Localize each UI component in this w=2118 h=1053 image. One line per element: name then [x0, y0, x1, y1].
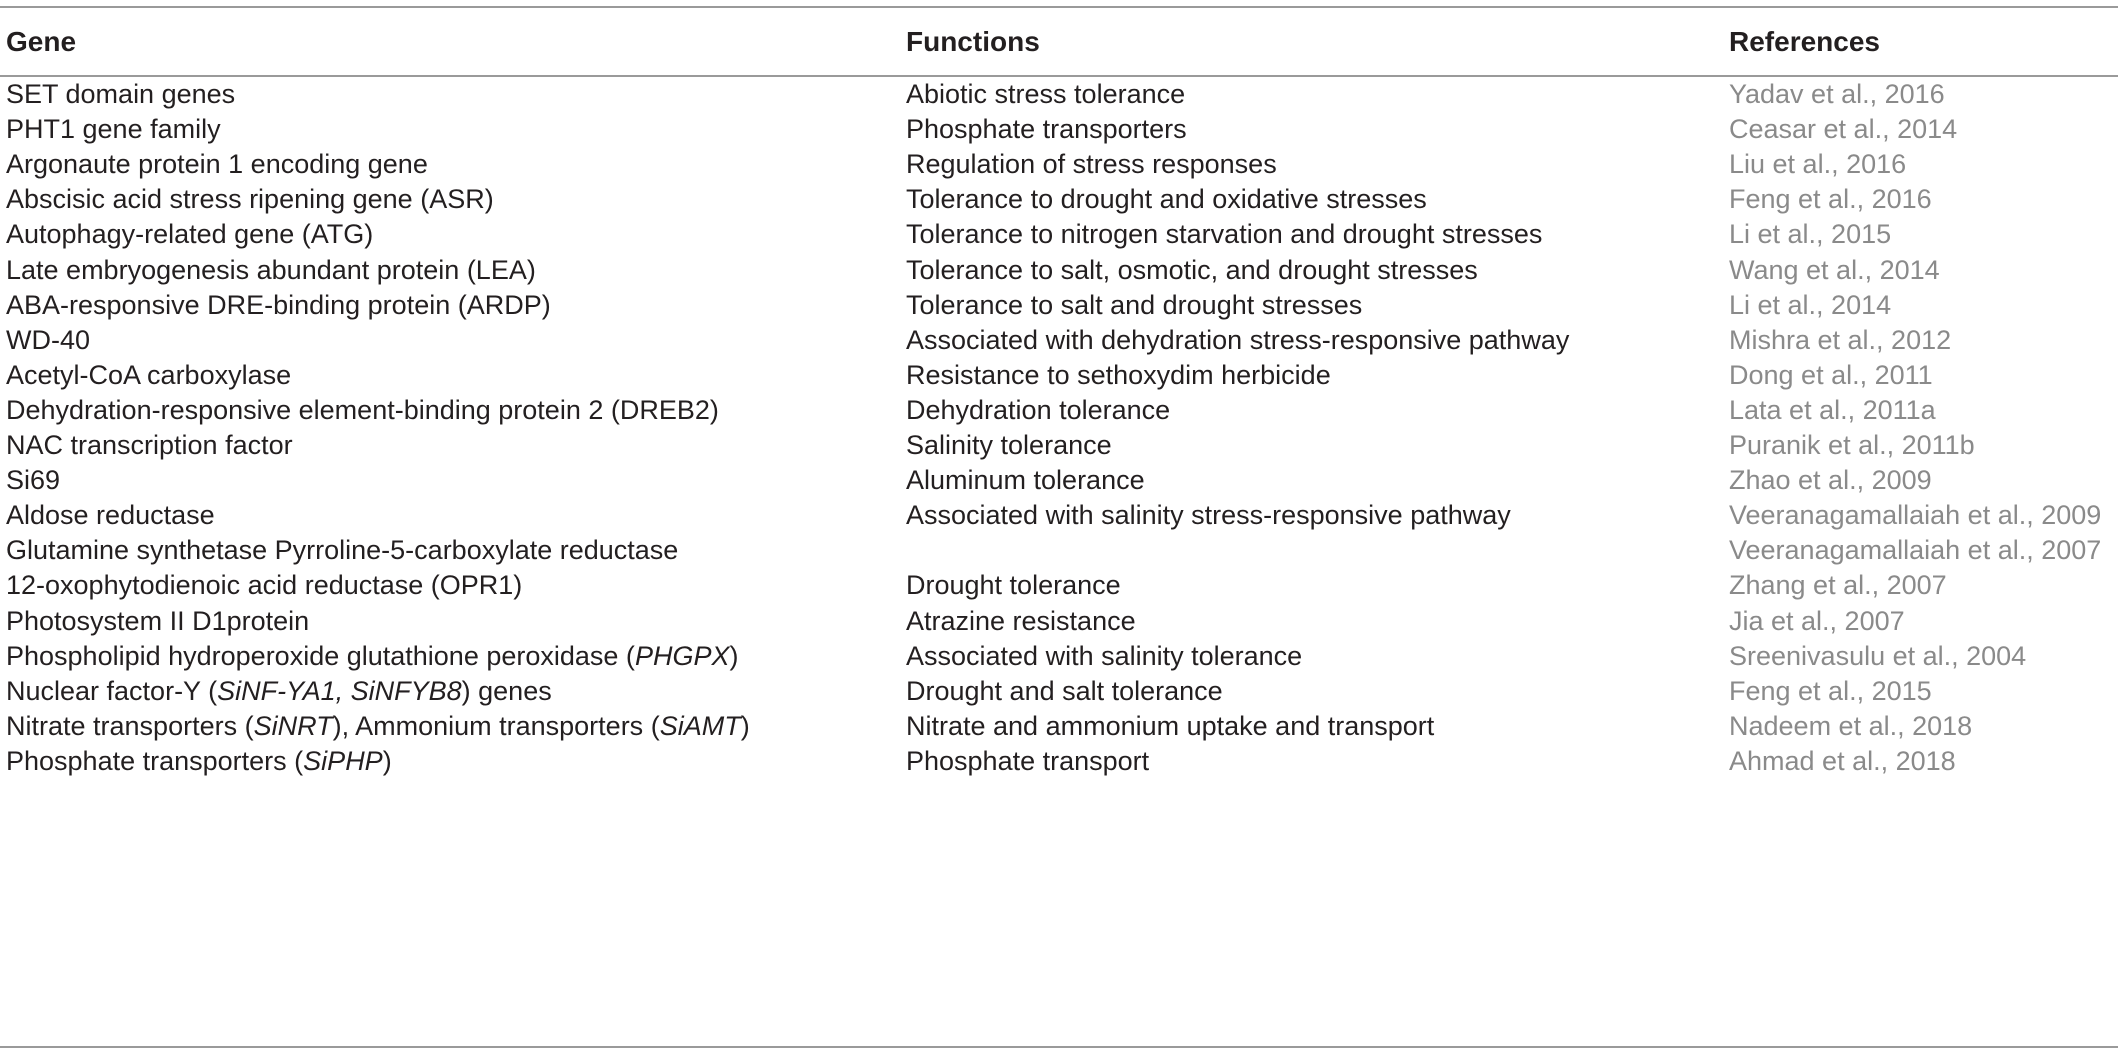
- gene-part: ): [729, 640, 739, 671]
- gene-cell: Glutamine synthetase Pyrroline-5-carboxylate reductase: [6, 535, 679, 566]
- table-row: [0, 639, 2118, 674]
- function-cell: Nitrate and ammonium uptake and transport: [906, 710, 1435, 741]
- table-row: [0, 288, 2118, 323]
- gene-cell: [6, 674, 552, 709]
- function-cell: Tolerance to nitrogen starvation and drought stresses: [906, 219, 1543, 250]
- table-row: [0, 674, 2118, 709]
- table-row: [0, 744, 2118, 779]
- table-row: [0, 217, 2118, 252]
- function-cell: Associated with salinity tolerance: [906, 640, 1303, 671]
- reference-cell[interactable]: Dong et al., 2011: [1729, 359, 1933, 390]
- gene-cell: Aldose reductase: [6, 500, 215, 531]
- gene-italic-part: SiNF-YA1, SiNFYB8: [217, 675, 462, 706]
- gene-italic-part: PHGPX: [634, 640, 730, 671]
- gene-italic-part: SiPHP: [303, 745, 383, 776]
- table-header-row: [0, 8, 2118, 75]
- reference-cell[interactable]: Feng et al., 2015: [1729, 675, 1932, 706]
- function-cell: Tolerance to salt and drought stresses: [906, 289, 1363, 320]
- table-row: [0, 604, 2118, 639]
- table-row: [0, 393, 2118, 428]
- function-cell: Atrazine resistance: [906, 605, 1136, 636]
- reference-cell[interactable]: Liu et al., 2016: [1729, 149, 1907, 180]
- gene-part: ) genes: [461, 675, 552, 706]
- function-cell: Drought tolerance: [906, 570, 1121, 601]
- reference-cell[interactable]: Veeranagamallaiah et al., 2009: [1729, 500, 2102, 531]
- reference-cell[interactable]: Wang et al., 2014: [1729, 254, 1940, 285]
- function-cell: Phosphate transporters: [906, 114, 1187, 145]
- function-cell: Tolerance to salt, osmotic, and drought stresses: [906, 254, 1478, 285]
- gene-cell: Abscisic acid stress ripening gene (ASR): [6, 184, 494, 215]
- table-row: [0, 147, 2118, 182]
- reference-cell[interactable]: Veeranagamallaiah et al., 2007: [1729, 535, 2102, 566]
- reference-cell[interactable]: Mishra et al., 2012: [1729, 324, 1952, 355]
- reference-cell[interactable]: Li et al., 2014: [1729, 289, 1892, 320]
- function-cell: Aluminum tolerance: [906, 465, 1145, 496]
- gene-part: ): [382, 745, 392, 776]
- table-row: [0, 253, 2118, 288]
- table-row: [0, 533, 2118, 568]
- gene-cell: [6, 709, 750, 744]
- reference-cell[interactable]: Ceasar et al., 2014: [1729, 114, 1958, 145]
- function-cell: Salinity tolerance: [906, 430, 1112, 461]
- gene-cell: SET domain genes: [6, 79, 236, 110]
- reference-cell[interactable]: Puranik et al., 2011b: [1729, 430, 1975, 461]
- header-gene: Gene: [6, 25, 77, 57]
- gene-cell: [6, 639, 738, 674]
- table-row: [0, 428, 2118, 463]
- table-bottom-rule: [0, 1046, 2118, 1048]
- gene-part: Nitrate transporters (: [6, 710, 254, 741]
- table-row: [0, 112, 2118, 147]
- table-row: [0, 709, 2118, 744]
- table-row: [0, 77, 2118, 112]
- header-references: References: [1729, 25, 1880, 57]
- function-cell: Associated with dehydration stress-responsive pathway: [906, 324, 1570, 355]
- function-cell: Resistance to sethoxydim herbicide: [906, 359, 1331, 390]
- header-functions: Functions: [906, 25, 1040, 57]
- reference-cell[interactable]: Zhang et al., 2007: [1729, 570, 1947, 601]
- gene-cell: Photosystem II D1protein: [6, 605, 310, 636]
- gene-cell: 12-oxophytodienoic acid reductase (OPR1): [6, 570, 523, 601]
- gene-cell: Autophagy-related gene (ATG): [6, 219, 374, 250]
- gene-cell: WD-40: [6, 324, 91, 355]
- gene-part: Phospholipid hydroperoxide glutathione peroxidase (: [6, 640, 635, 671]
- reference-cell[interactable]: Sreenivasulu et al., 2004: [1729, 640, 2027, 671]
- function-cell: Regulation of stress responses: [906, 149, 1277, 180]
- gene-cell: NAC transcription factor: [6, 430, 293, 461]
- gene-cell: Argonaute protein 1 encoding gene: [6, 149, 428, 180]
- gene-cell: Dehydration-responsive element-binding protein 2 (DREB2): [6, 394, 719, 425]
- function-cell: Tolerance to drought and oxidative stresses: [906, 184, 1427, 215]
- gene-cell: Si69: [6, 465, 61, 496]
- table-row: [0, 358, 2118, 393]
- gene-cell: Acetyl-CoA carboxylase: [6, 359, 292, 390]
- gene-part: ): [740, 710, 750, 741]
- gene-cell: ABA-responsive DRE-binding protein (ARDP): [6, 289, 551, 320]
- reference-cell[interactable]: Lata et al., 2011a: [1729, 394, 1936, 425]
- reference-cell[interactable]: Yadav et al., 2016: [1729, 79, 1945, 110]
- table-row: [0, 568, 2118, 603]
- reference-cell[interactable]: Nadeem et al., 2018: [1729, 710, 1973, 741]
- gene-part: Nuclear factor-Y (: [6, 675, 218, 706]
- gene-italic-part: SiAMT: [659, 710, 741, 741]
- reference-cell[interactable]: Feng et al., 2016: [1729, 184, 1932, 215]
- reference-cell[interactable]: Zhao et al., 2009: [1729, 465, 1932, 496]
- function-cell: Associated with salinity stress-responsive pathway: [906, 500, 1511, 531]
- table-row: [0, 498, 2118, 533]
- gene-cell: [6, 744, 392, 779]
- table-row: [0, 182, 2118, 217]
- table-row: [0, 323, 2118, 358]
- function-cell: Phosphate transport: [906, 745, 1150, 776]
- gene-italic-part: SiNRT: [253, 710, 333, 741]
- gene-part: Phosphate transporters (: [6, 745, 304, 776]
- function-cell: Dehydration tolerance: [906, 394, 1171, 425]
- gene-cell: Late embryogenesis abundant protein (LEA): [6, 254, 536, 285]
- reference-cell[interactable]: Ahmad et al., 2018: [1729, 745, 1956, 776]
- reference-cell[interactable]: Li et al., 2015: [1729, 219, 1892, 250]
- gene-cell: PHT1 gene family: [6, 114, 221, 145]
- gene-part: ), Ammonium transporters (: [332, 710, 660, 741]
- function-cell: Drought and salt tolerance: [906, 675, 1223, 706]
- function-cell: Abiotic stress tolerance: [906, 79, 1186, 110]
- table-row: [0, 463, 2118, 498]
- reference-cell[interactable]: Jia et al., 2007: [1729, 605, 1905, 636]
